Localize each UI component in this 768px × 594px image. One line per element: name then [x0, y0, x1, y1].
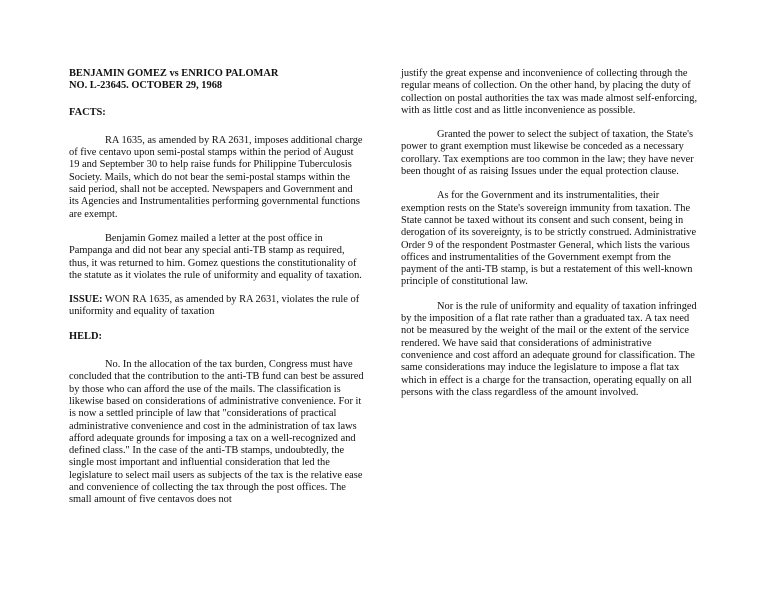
facts-paragraph-1: RA 1635, as amended by RA 2631, imposes additional charge of five centavo upon semi-postal stamps within the period of August 19 and September 30 to help raise funds for Philippine Tuberculosis Society. Mails, which do not bear the semi-postal stamps within the said period, shall not be accepted. Newspapers and Government and its Agencies and Instrumentalities performing governmental functions are exempt. [69, 134, 363, 220]
left-column [69, 68, 365, 507]
held-paragraph-1: No. In the allocation of the tax burden, Congress must have concluded that the contribution to the anti-TB fund can best be assured by those who can afford the use of the mails. The classification is likewise based on considerations of administrative convenience. For it is now a settled principle of law that "considerations of practical administrative convenience and cost in the administration of tax laws afford adequate grounds for imposing a tax on a well-recognized and defined class." In the case of the anti-TB stamps, undoubtedly, the single most important and influential consideration that led the legislature to select mail users as subjects of the tax is the relative ease and convenience of collecting the tax through the post offices. The small amount of five centavos does not [69, 359, 364, 506]
facts-paragraph-2: Benjamin Gomez mailed a letter at the post office in Pampanga and did not bear any special anti-TB stamp as required, thus, it was returned to him. Gomez questions the constitutionality of the statute as it violates the rule of uniformity and equality of taxation. [69, 232, 362, 281]
held-paragraph-3: As for the Government and its instrumentalities, their exemption rests on the State's sovereign immunity from taxation. The State cannot be taxed without its consent and such consent, being in derogation of its sovereignty, is to be strictly construed. Administrative Order 9 of the respondent Postmaster General, which lists the various offices and instrumentalities of the Government exempt from the payment of the anti-TB stamp, is but a restatement of this well-known principle of constitutional law. [401, 190, 697, 288]
case-title: BENJAMIN GOMEZ vs ENRICO PALOMAR [69, 68, 279, 79]
held-heading: HELD: [69, 330, 102, 342]
held-paragraph-2: Granted the power to select the subject of taxation, the State's power to grant exemption must likewise be conceded as a necessary corollary. Tax exemptions are too common in the law; they have never been thought of as raising Issues under the equal protection clause. [401, 129, 694, 178]
issue-label: ISSUE: [69, 294, 103, 306]
right-column [401, 68, 699, 399]
issue-text: WON RA 1635, as amended by RA 2631, violates the rule of uniformity and equality of taxation [69, 294, 360, 318]
case-number-date: NO. L-23645. OCTOBER 29, 1968 [69, 80, 223, 92]
held-paragraph-4: Nor is the rule of uniformity and equality of taxation infringed by the imposition of a flat rate rather than a graduated tax. A tax need not be measured by the weight of the mail or the extent of the service rendered. We have said that considerations of administrative convenience and cost afford an adequate ground for classification. The same considerations may induce the legislature to impose a flat tax which in effect is a charge for the transaction, operating equally on all persons with the class regardless of the amount involved. [401, 300, 697, 398]
facts-heading: FACTS: [69, 106, 106, 118]
held-paragraph-continued: justify the great expense and inconvenience of collecting through the regular means of collection. On the other hand, by placing the duty of collection on postal authorities the tax was made almost self-enforcing, with as little cost and as little inconvenience as possible. [401, 68, 698, 116]
issue-paragraph [69, 294, 365, 319]
